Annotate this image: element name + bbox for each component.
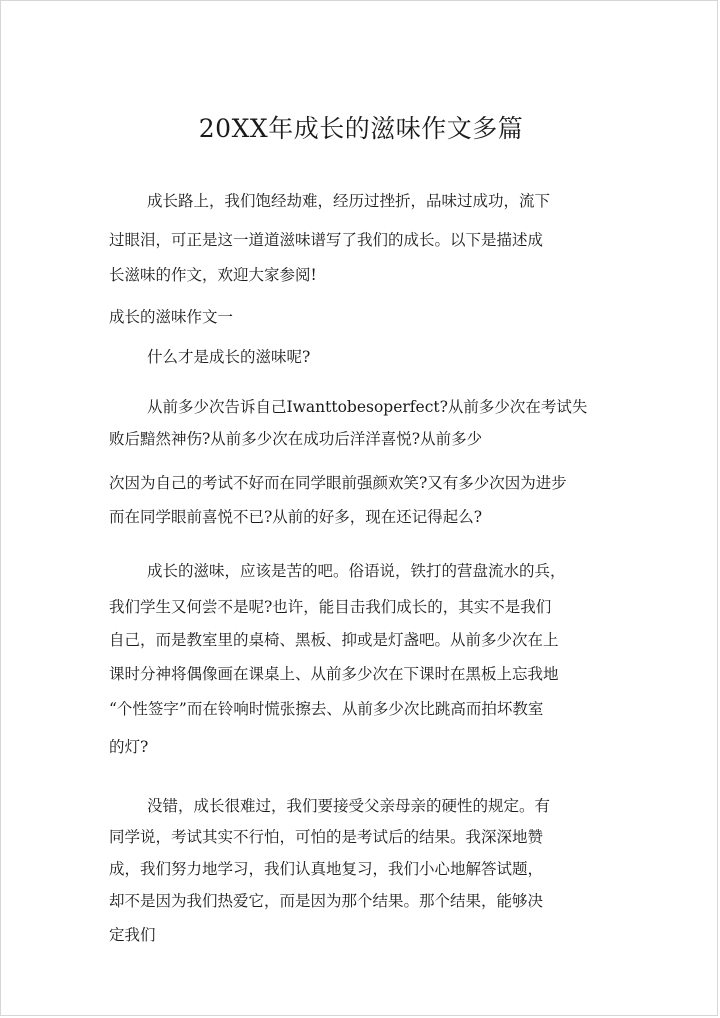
paragraph-line: 自己，而是教室里的桌椅、黑板、抑或是灯盏吧。从前多少次在上 [109,631,559,649]
document-title: 20XX年成长的滋味作文多篇 [198,114,524,143]
paragraph-line: 成，我们努力地学习，我们认真地复习，我们小心地解答试题， [109,860,544,878]
section-heading: 成长的滋味作文一 [109,308,234,326]
paragraph-line: 却不是因为我们热爱它，而是因为那个结果。那个结果，能够决 [109,892,544,910]
paragraph-line: 次因为自己的考试不好而在同学眼前强颜欢笑?又有多少次因为进步 [109,474,567,492]
paragraph-line: 长滋味的作文，欢迎大家参阅! [109,266,317,284]
paragraph-line: 的灯? [109,738,149,756]
paragraph-line: 没错，成长很难过，我们要接受父亲母亲的硬性的规定。有 [147,797,551,815]
paragraph-line: “个性签字”而在铃响时慌张擦去、从前多少次比跳高而拍坏教室 [109,700,544,718]
paragraph-line: 从前多少次告诉自己Iwanttobesoperfect?从前多少次在考试失 [147,398,588,416]
paragraph-line: 课时分神将偶像画在课桌上、从前多少次在下课时在黑板上忘我地 [109,665,559,683]
paragraph-line: 同学说，考试其实不行怕，可怕的是考试后的结果。我深深地赞 [109,828,544,846]
paragraph-line: 而在同学眼前喜悦不已?从前的好多，现在还记得起么? [109,508,483,526]
paragraph-line: 成长的滋味，应该是苦的吧。俗语说，铁打的营盘流水的兵， [147,562,566,580]
paragraph-line: 定我们 [109,926,156,944]
paragraph-line: 什么才是成长的滋味呢? [147,348,311,366]
paragraph-line: 我们学生又何尝不是呢?也许，能目击我们成长的，其实不是我们 [109,598,552,616]
paragraph-line: 成长路上，我们饱经劫难，经历过挫折，品味过成功，流下 [147,192,551,210]
paragraph-line: 败后黯然神伤?从前多少次在成功后洋洋喜悦?从前多少 [109,430,483,448]
paragraph-line: 过眼泪，可正是这一道道滋味谱写了我们的成长。以下是描述成 [109,231,544,249]
